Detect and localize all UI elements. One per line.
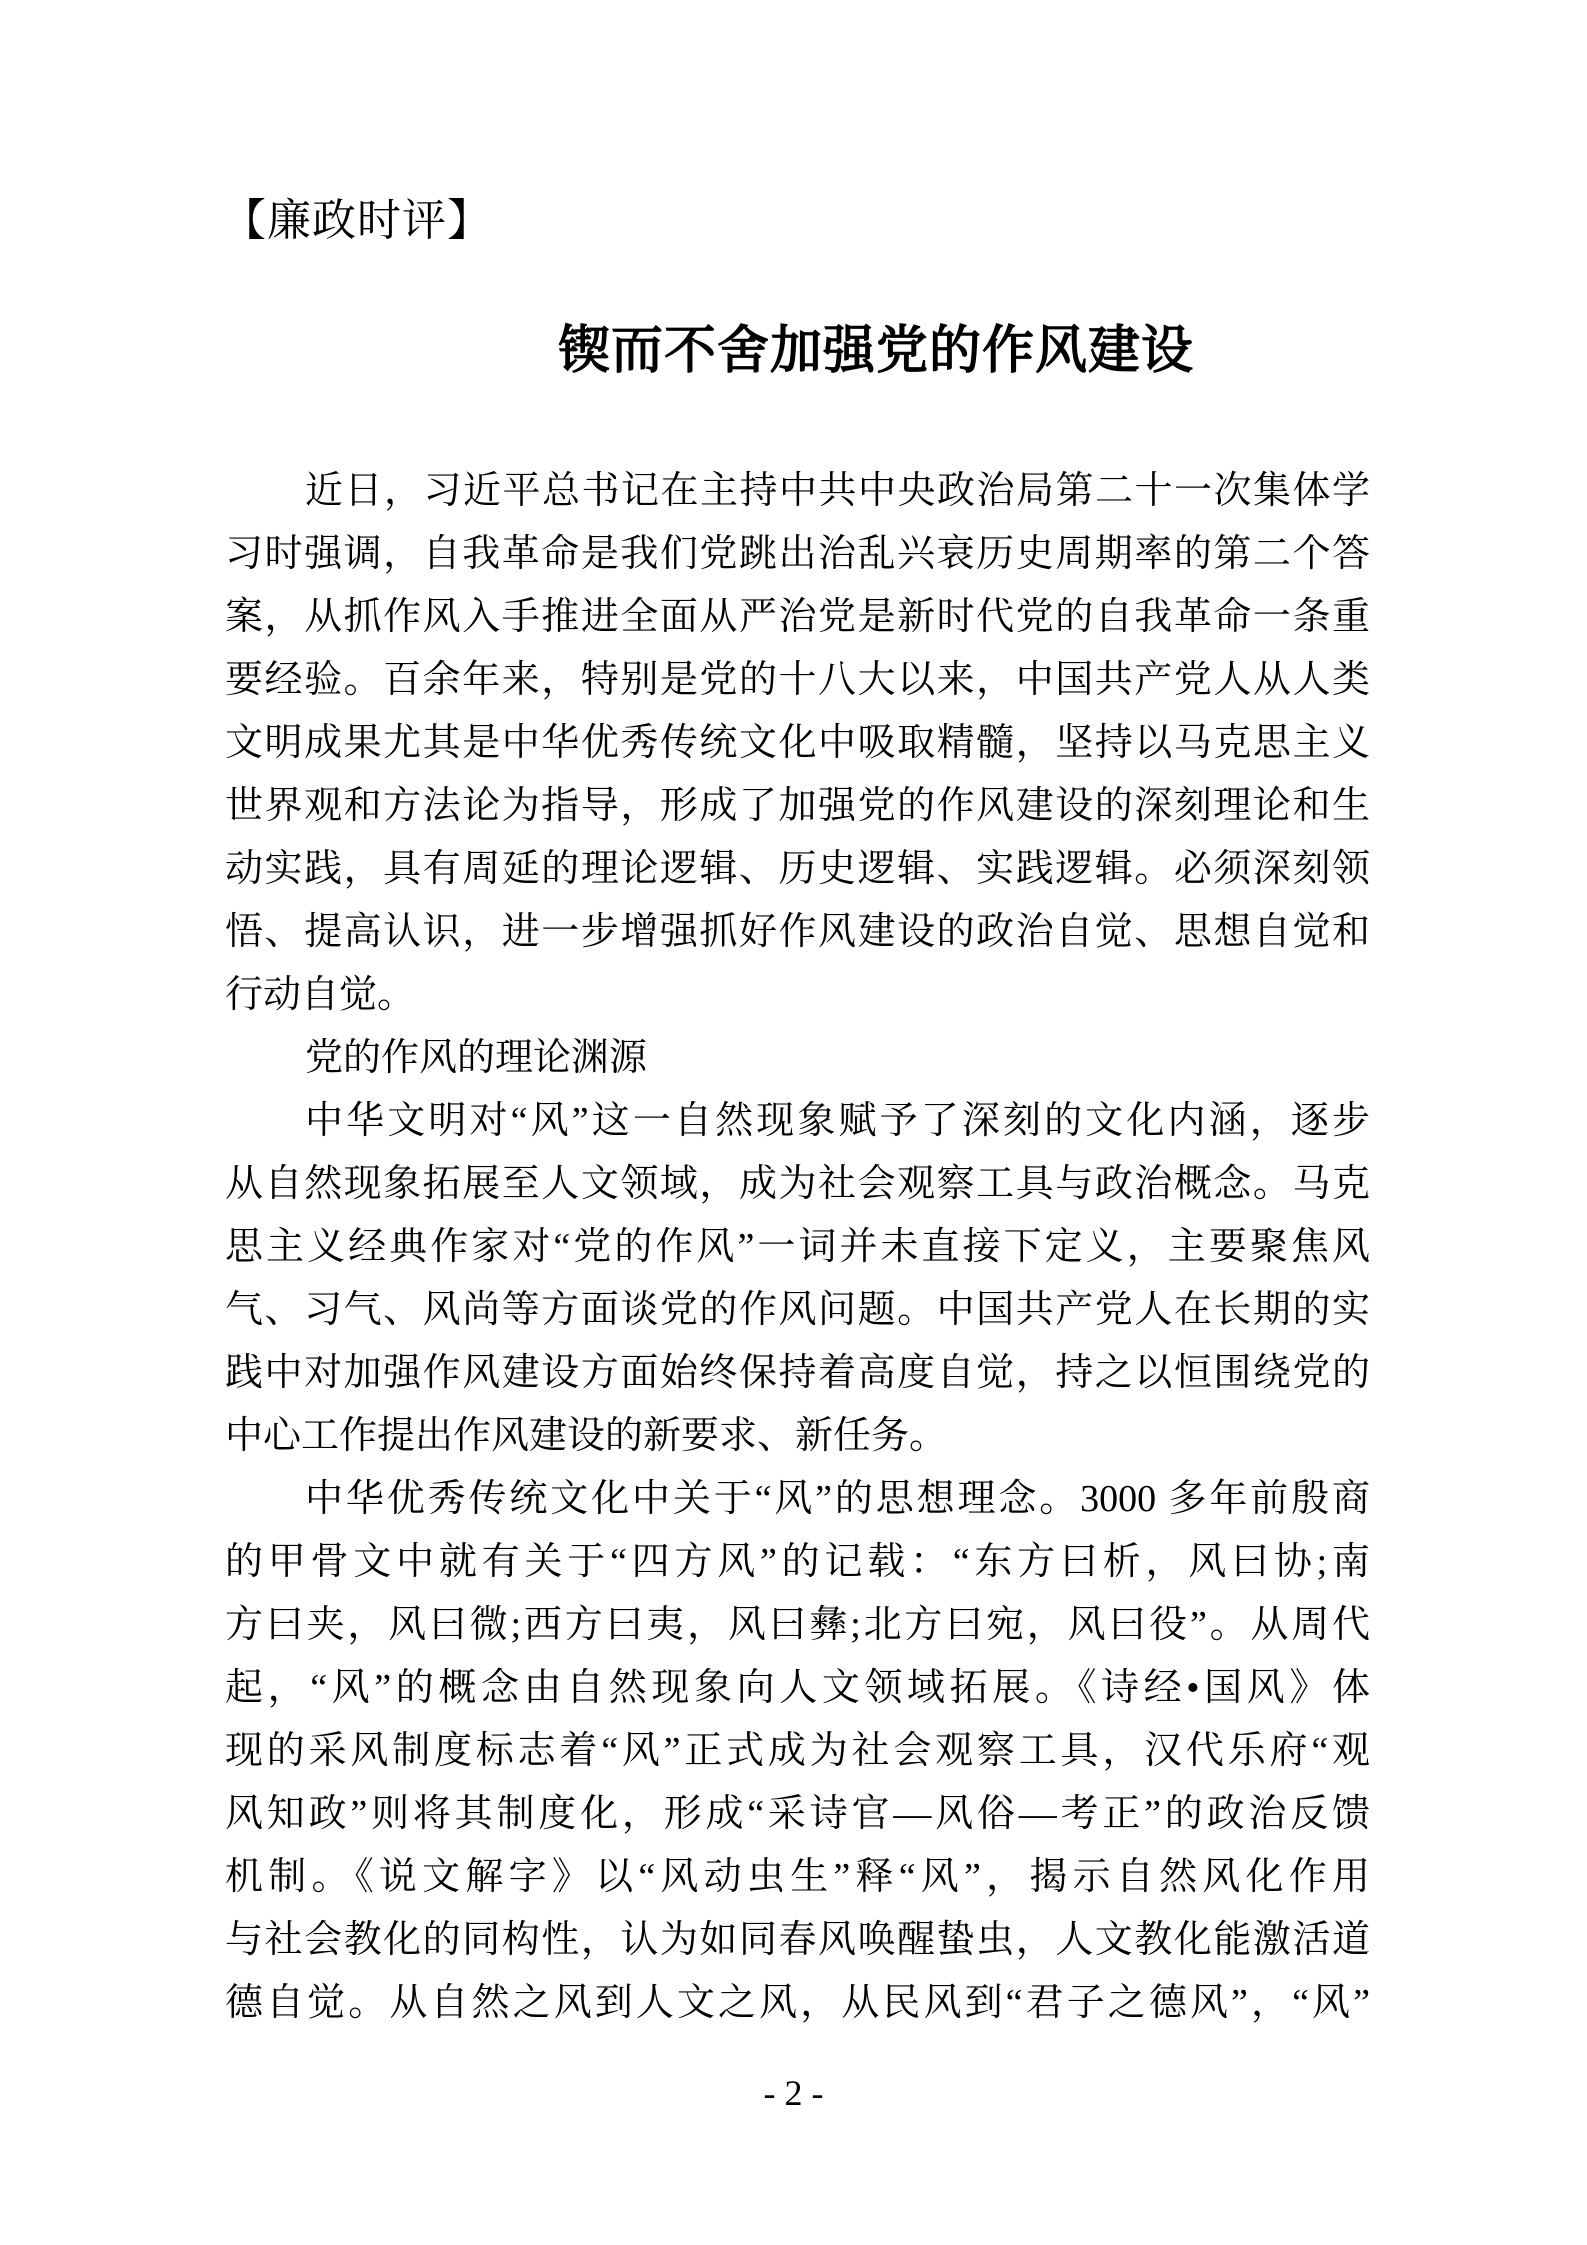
body-line: 从自然现象拓展至人文领域，成为社会观察工具与政治概念。马克 bbox=[225, 1163, 1370, 1205]
body-line: 德自觉。从自然之风到人文之风，从民风到“君子之德风”，“风” bbox=[225, 1982, 1370, 2024]
body-text bbox=[225, 460, 1370, 2035]
body-line: 气、习气、风尚等方面谈党的作风问题。中国共产党人在长期的实 bbox=[225, 1289, 1370, 1331]
body-line: 风知政”则将其制度化，形成“采诗官—风俗—考正”的政治反馈 bbox=[225, 1793, 1370, 1835]
body-line: 世界观和方法论为指导，形成了加强党的作风建设的深刻理论和生 bbox=[225, 785, 1370, 827]
body-line: 机制。《说文解字》以“风动虫生”释“风”，揭示自然风化作用 bbox=[225, 1856, 1370, 1898]
body-line: 现的采风制度标志着“风”正式成为社会观察工具，汉代乐府“观 bbox=[225, 1730, 1370, 1772]
body-line: 起，“风”的概念由自然现象向人文领域拓展。《诗经•国风》体 bbox=[225, 1667, 1370, 1709]
body-line: 动实践，具有周延的理论逻辑、历史逻辑、实践逻辑。必须深刻领 bbox=[225, 848, 1370, 890]
body-line: 案，从抓作风入手推进全面从严治党是新时代党的自我革命一条重 bbox=[225, 596, 1370, 638]
body-line: 思主义经典作家对“党的作风”一词并未直接下定义，主要聚焦风 bbox=[225, 1226, 1370, 1268]
body-line: 方曰夹，风曰微;西方曰夷，风曰彝;北方曰宛，风曰役”。从周代 bbox=[225, 1604, 1370, 1646]
body-line: 党的作风的理论渊源 bbox=[305, 1037, 648, 1079]
body-line: 行动自觉。 bbox=[225, 974, 416, 1016]
page-title: 锲而不舍加强党的作风建设 bbox=[558, 323, 1195, 380]
body-line: 践中对加强作风建设方面始终保持着高度自觉，持之以恒围绕党的 bbox=[225, 1352, 1370, 1394]
section-header: 【廉政时评】 bbox=[222, 196, 492, 245]
body-line: 中华优秀传统文化中关于“风”的思想理念。3000 多年前殷商 bbox=[305, 1478, 1370, 1520]
body-line: 要经验。百余年来，特别是党的十八大以来，中国共产党人从人类 bbox=[225, 659, 1370, 701]
page-number: - 2 - bbox=[763, 2073, 824, 2113]
body-line: 中心工作提出作风建设的新要求、新任务。 bbox=[225, 1415, 948, 1457]
body-line: 近日，习近平总书记在主持中共中央政治局第二十一次集体学 bbox=[305, 470, 1370, 512]
body-line: 与社会教化的同构性，认为如同春风唤醒蛰虫，人文教化能激活道 bbox=[225, 1919, 1370, 1961]
body-line: 悟、提高认识，进一步增强抓好作风建设的政治自觉、思想自觉和 bbox=[225, 911, 1370, 953]
body-line: 习时强调，自我革命是我们党跳出治乱兴衰历史周期率的第二个答 bbox=[225, 533, 1370, 575]
body-line: 的甲骨文中就有关于“四方风”的记载：“东方曰析，风曰协;南 bbox=[225, 1541, 1370, 1583]
body-line: 文明成果尤其是中华优秀传统文化中吸取精髓，坚持以马克思主义 bbox=[225, 722, 1370, 764]
body-line: 中华文明对“风”这一自然现象赋予了深刻的文化内涵，逐步 bbox=[305, 1100, 1370, 1142]
